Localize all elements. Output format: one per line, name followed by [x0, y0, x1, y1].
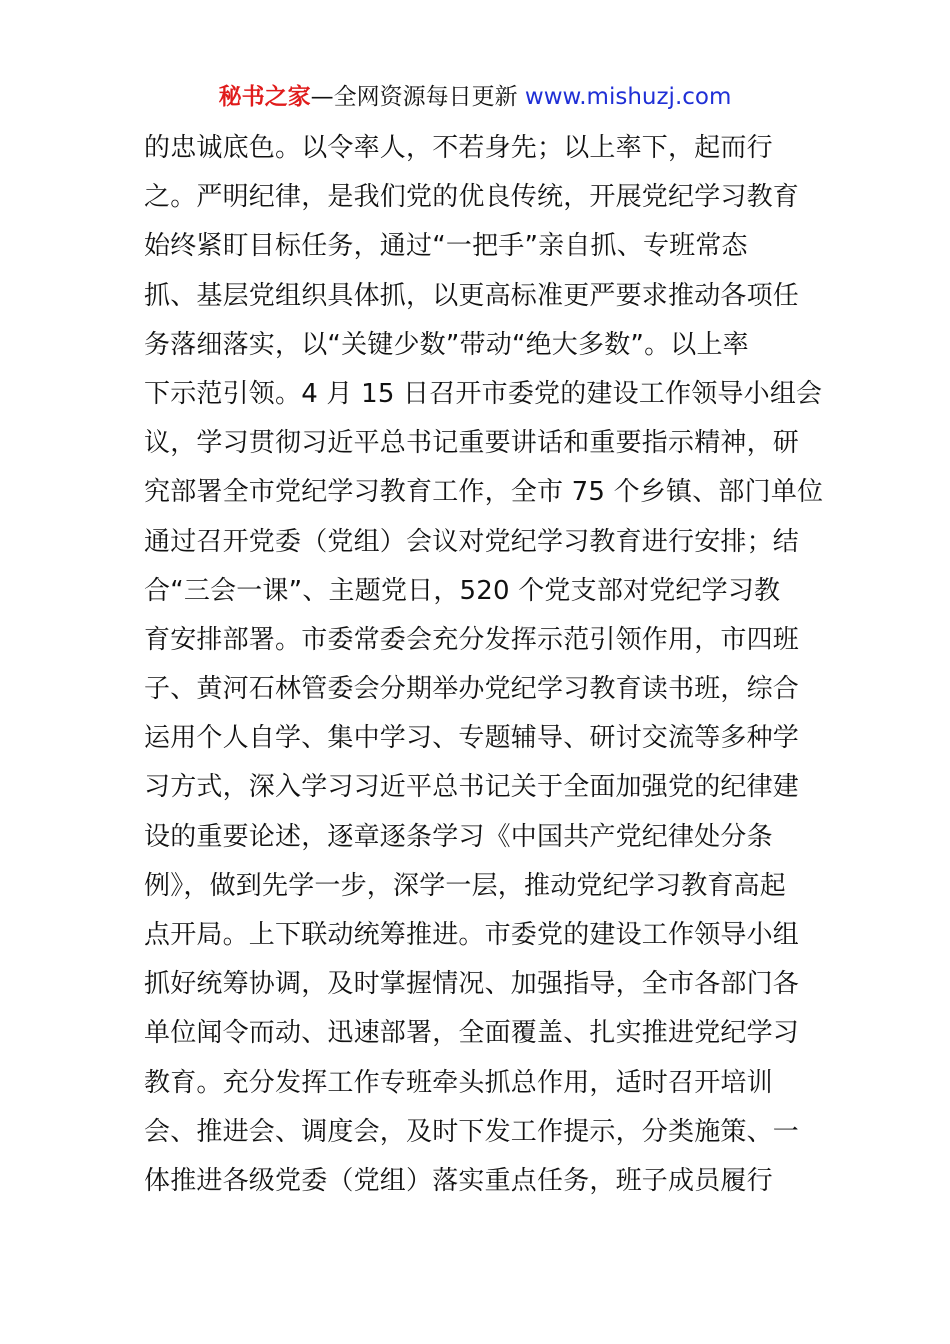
text-line: 子、黄河石林管委会分期举办党纪学习教育读书班，综合 — [144, 674, 800, 705]
page-header — [0, 82, 950, 112]
text-line: 下示范引领。4 月 15 日召开市委党的建设工作领导小组会 — [144, 378, 823, 409]
text-line: 运用个人自学、集中学习、专题辅导、研讨交流等多种学 — [144, 723, 800, 754]
text-line: 抓好统筹协调，及时掌握情况、加强指导，全市各部门各 — [144, 969, 800, 1000]
text-line: 教育。充分发挥工作专班牵头抓总作用，适时召开培训 — [144, 1067, 773, 1098]
text-line: 通过召开党委（党组）会议对党纪学习教育进行安排；结 — [144, 526, 800, 557]
text-line: 体推进各级党委（党组）落实重点任务，班子成员履行 — [144, 1165, 773, 1196]
document-body — [144, 124, 824, 1206]
text-line: 设的重要论述，逐章逐条学习《中国共产党纪律处分条 — [144, 821, 773, 852]
text-line: 点开局。上下联动统筹推进。市委党的建设工作领导小组 — [144, 920, 800, 950]
text-line: 始终紧盯目标任务，通过“一把手”亲自抓、专班常态 — [144, 231, 748, 262]
text-line: 育安排部署。市委常委会充分发挥示范引领作用，市四班 — [144, 624, 800, 655]
site-url-link[interactable]: www.mishuzj.com — [524, 84, 732, 110]
text-line: 合“三会一课”、主题党日，520 个党支部对党纪学习教 — [144, 575, 781, 606]
text-line: 议，学习贯彻习近平总书记重要讲话和重要指示精神，研 — [144, 428, 800, 459]
text-line: 的忠诚底色。以令率人，不若身先；以上率下，起而行 — [144, 133, 773, 163]
text-line: 习方式，深入学习习近平总书记关于全面加强党的纪律建 — [144, 772, 800, 803]
brand-name: 秘书之家 — [218, 84, 311, 110]
text-line: 会、推进会、调度会，及时下发工作提示，分类施策、一 — [144, 1116, 800, 1147]
text-line: 之。严明纪律，是我们党的优良传统，开展党纪学习教育 — [144, 182, 800, 213]
text-line: 单位闻令而动、迅速部署，全面覆盖、扎实推进党纪学习 — [144, 1018, 800, 1049]
text-line: 究部署全市党纪学习教育工作，全市 75 个乡镇、部门单位 — [144, 477, 824, 508]
text-line: 务落细落实，以“关键少数”带动“绝大多数”。以上率 — [144, 329, 749, 360]
text-line: 例》，做到先学一步，深学一层，推动党纪学习教育高起 — [144, 870, 787, 901]
text-line: 抓、基层党组织具体抓，以更高标准更严要求推动各项任 — [144, 280, 800, 311]
header-slogan: —全网资源每日更新 — [310, 84, 525, 110]
